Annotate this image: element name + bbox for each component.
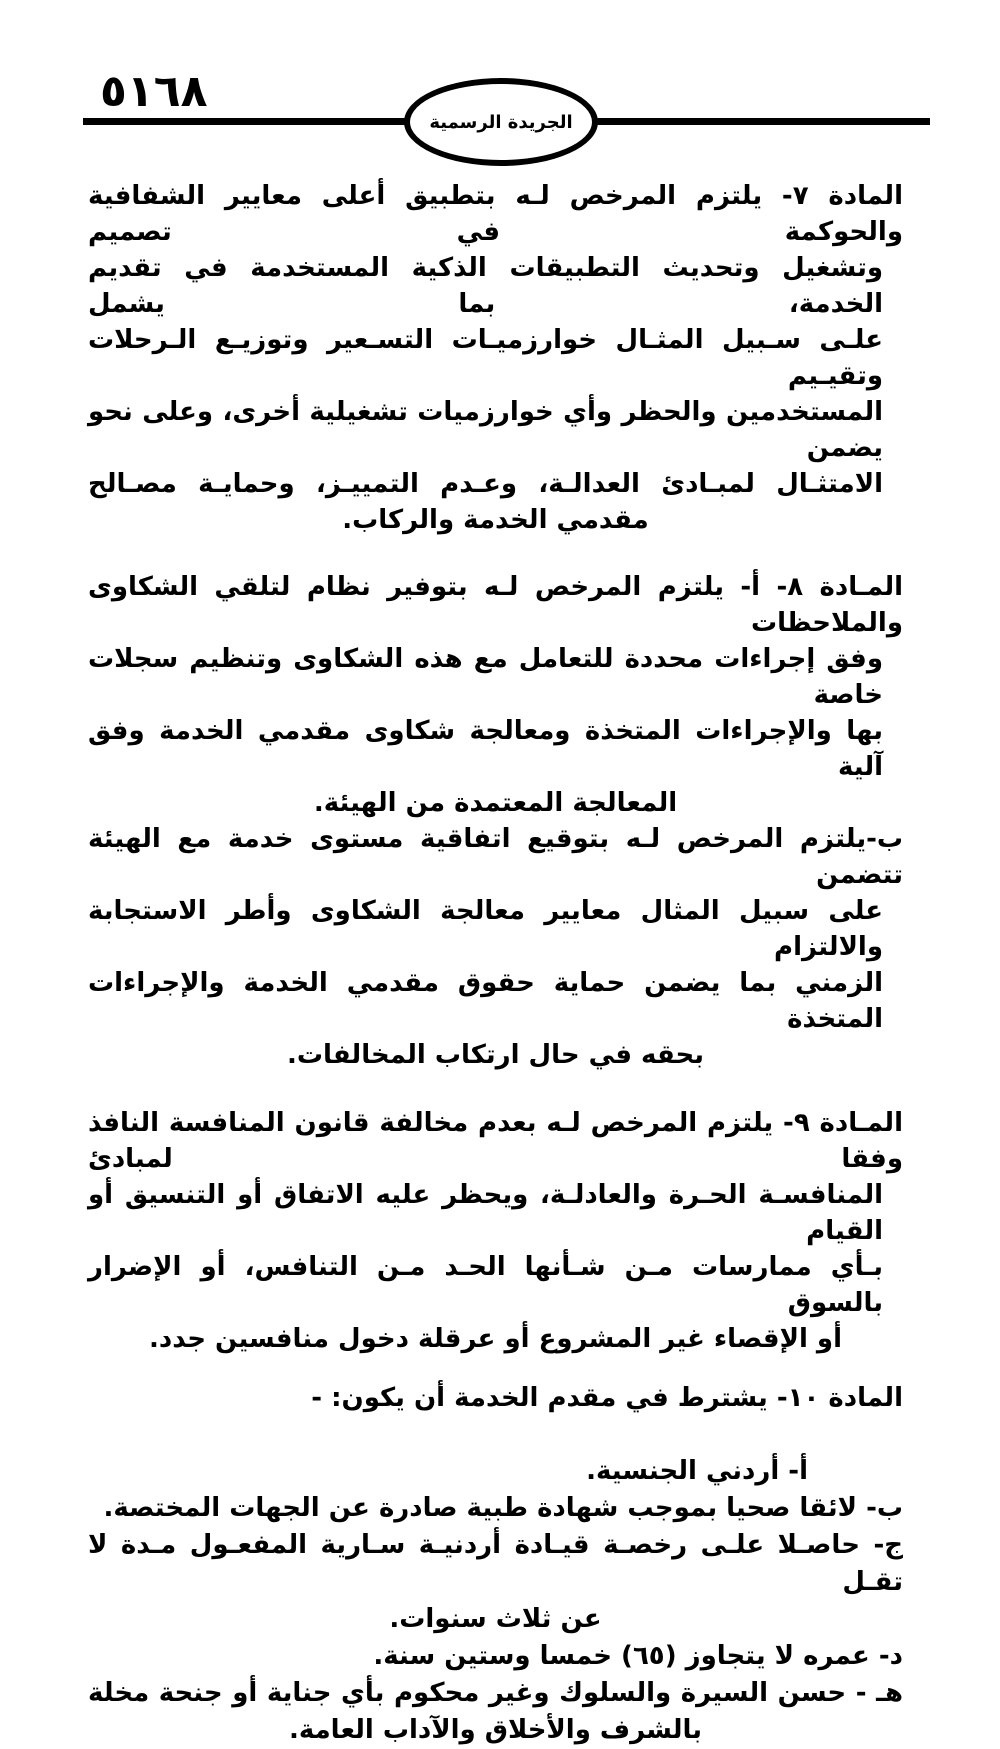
article-9-paragraph	[88, 1105, 903, 1357]
condition-item-c-continued: عن ثلاث سنوات.	[389, 1604, 602, 1634]
gazette-seal-oval	[404, 78, 598, 166]
article-7-line: وتشغيل وتحديث التطبيقات الذكية المستخدمة في تقديم الخدمة، بما يشمل	[88, 253, 883, 319]
article-8-paragraph	[88, 569, 903, 1073]
page-number: ٥١٦٨	[100, 66, 208, 117]
article-7-line: علـى سـبيل المثـال خوارزميـات التسـعير وتوزيـع الـرحلات وتقيـيم	[88, 325, 883, 391]
document-body	[88, 178, 903, 1749]
condition-item-b: ب- لائقا صحيا بموجب شهادة طبية صادرة عن الجهات المختصة.	[103, 1493, 903, 1523]
article-8-line: وفق إجراءات محددة للتعامل مع هذه الشكاوى وتنظيم سجلات خاصة	[88, 644, 883, 710]
article-8-line: على سبيل المثال معايير معالجة الشكاوى وأطر الاستجابة والالتزام	[88, 896, 883, 962]
article-8-line: المعالجة المعتمدة من الهيئة.	[313, 788, 678, 818]
article-7-line: المادة ٧- يلتزم المرخص لـه بتطبيق أعلى معايير الشفافية والحوكمة في تصميم	[88, 181, 903, 247]
condition-item-d: د- عمره لا يتجاوز (٦٥) خمسا وستين سنة.	[373, 1641, 903, 1671]
article-9-line: بـأي ممارسات مـن شـأنها الحـد مـن التنافس، أو الإضرار بالسوق	[88, 1252, 883, 1318]
article-7-paragraph	[88, 178, 903, 538]
article-9-line: المـادة ٩- يلتزم المرخص لـه بعدم مخالفة قانون المنافسة النافذ وفقا لمبادئ	[88, 1108, 903, 1174]
article-10-header: المادة ١٠- يشترط في مقدم الخدمة أن يكون: -	[311, 1383, 903, 1413]
article-8-line: بها والإجراءات المتخذة ومعالجة شكاوى مقدمي الخدمة وفق آلية	[88, 716, 883, 782]
article-10-conditions-list	[88, 1453, 903, 1749]
condition-item-a: أ- أردني الجنسية.	[586, 1456, 808, 1486]
condition-item-c: ج- حاصـلا علـى رخصـة قيـادة أردنيـة سـارية المفعـول مـدة لا تقـل	[88, 1530, 903, 1597]
gazette-title: الجريدة الرسمية	[429, 111, 573, 133]
article-7-line: مقدمي الخدمة والركاب.	[342, 505, 649, 535]
article-8-line: بحقه في حال ارتكاب المخالفات.	[286, 1040, 705, 1070]
condition-item-e: هـ - حسن السيرة والسلوك وغير محكوم بأي جناية أو جنحة مخلة	[88, 1678, 903, 1708]
article-8-line: ب-يلتزم المرخص لـه بتوقيع اتفاقية مستوى خدمة مع الهيئة تتضمن	[88, 824, 903, 890]
article-7-line: الامتثـال لمبـادئ العدالـة، وعـدم التمييـز، وحمايـة مصـالح	[88, 469, 883, 499]
article-8-line: المـادة ٨- أ- يلتزم المرخص لـه بتوفير نظام لتلقي الشكاوى والملاحظات	[88, 572, 903, 638]
article-9-line: المنافسـة الحـرة والعادلـة، ويحظر عليه الاتفاق أو التنسيق أو القيام	[88, 1180, 883, 1246]
article-9-line: أو الإقصاء غير المشروع أو عرقلة دخول منافسين جدد.	[149, 1324, 842, 1354]
article-7-line: المستخدمين والحظر وأي خوارزميات تشغيلية أخرى، وعلى نحو يضمن	[88, 397, 883, 463]
article-8-line: الزمني بما يضمن حماية حقوق مقدمي الخدمة والإجراءات المتخذة	[88, 968, 883, 1034]
condition-item-e-continued: بالشرف والأخلاق والآداب العامة.	[288, 1715, 703, 1745]
